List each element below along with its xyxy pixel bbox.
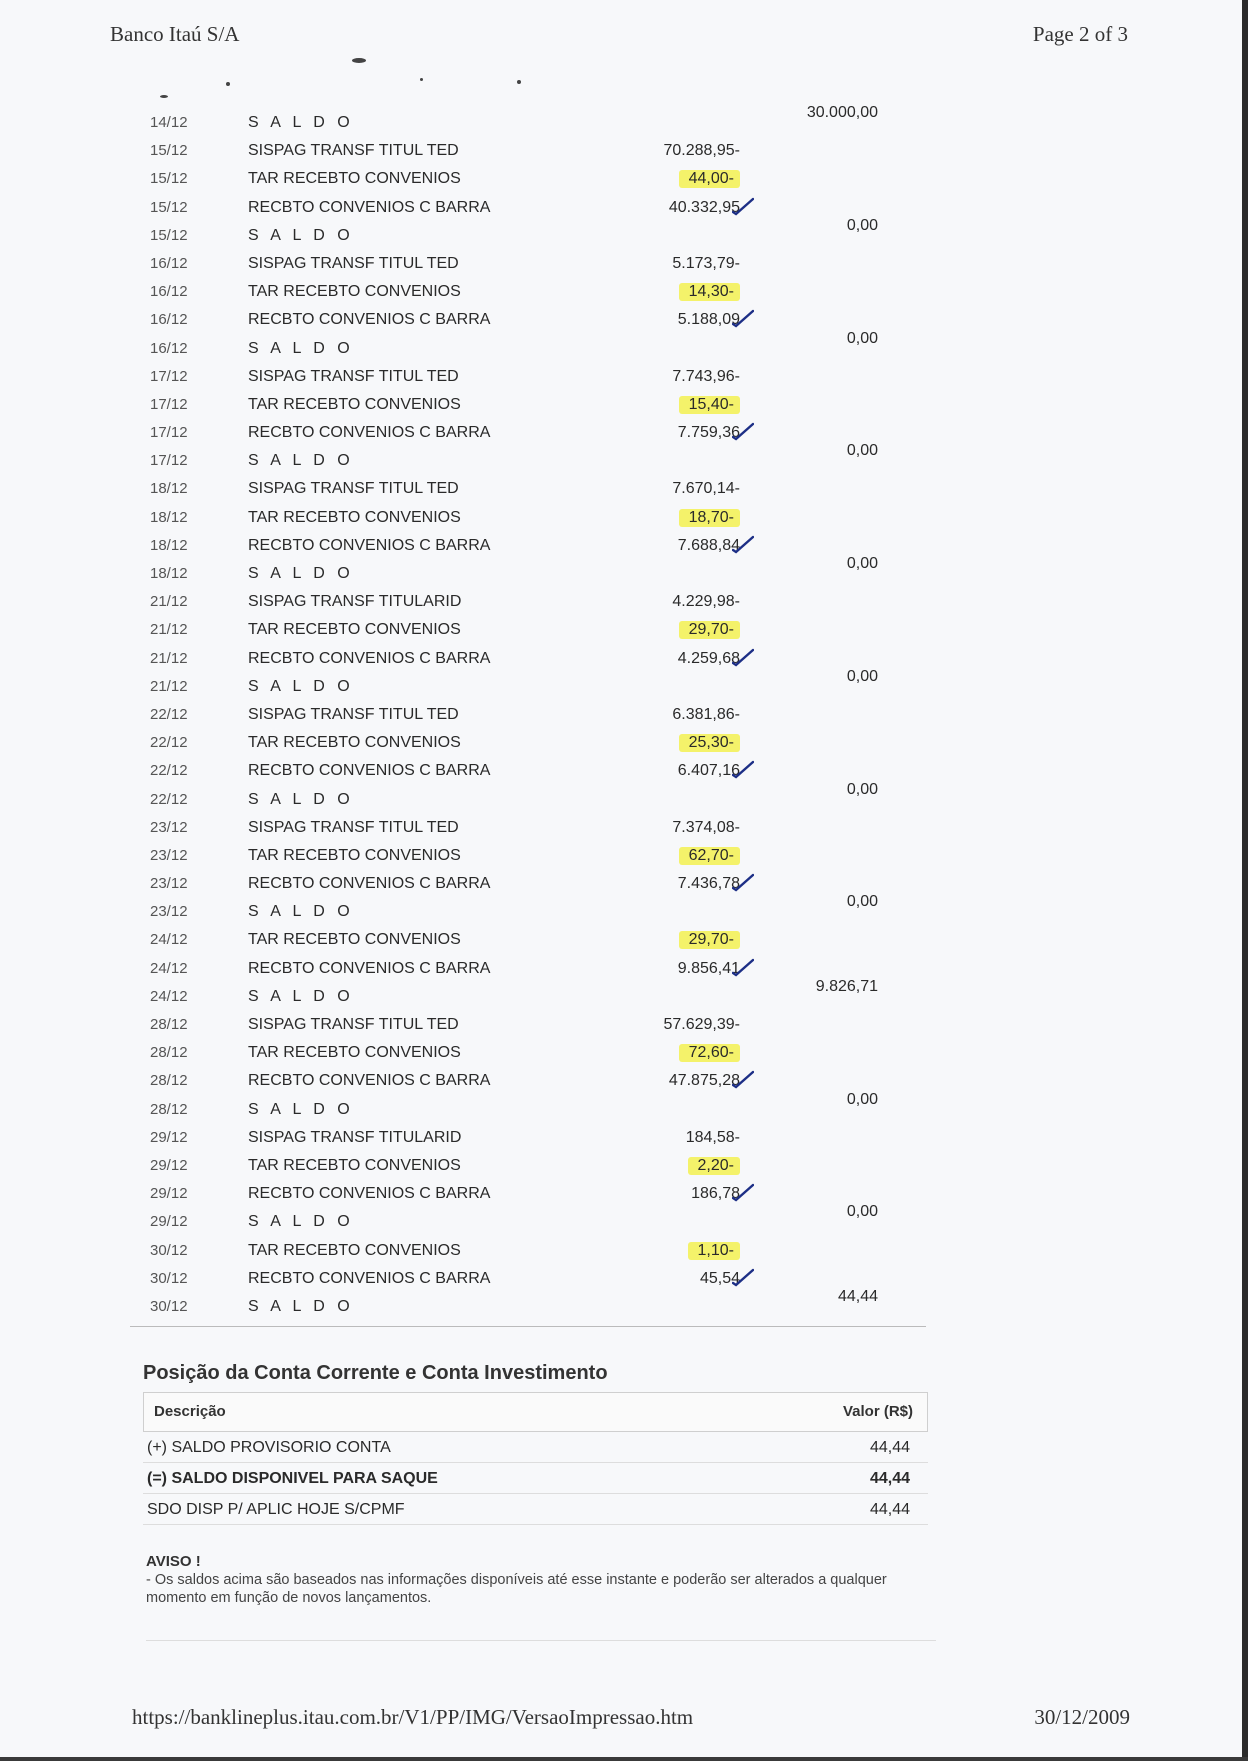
entry-date: 29/12	[150, 1128, 188, 1146]
entry-amount: 6.407,16	[677, 762, 740, 780]
scan-speck	[226, 82, 230, 86]
entry-amount: 40.332,95	[668, 198, 740, 216]
ledger-row	[130, 1203, 930, 1237]
entry-amount: 184,58-	[685, 1128, 740, 1146]
checkmark-icon	[732, 958, 754, 978]
checkmark-icon	[732, 309, 754, 329]
fee-amount-highlighted: 29,70-	[679, 621, 740, 639]
ledger-row	[130, 589, 930, 617]
fee-amount-highlighted: 15,40-	[679, 396, 740, 414]
entry-date: 28/12	[150, 1016, 188, 1033]
entry-description: RECBTO CONVENIOS C BARRA	[248, 1269, 491, 1287]
fee-amount-highlighted: 72,60-	[679, 1044, 740, 1062]
ledger-row	[130, 1181, 930, 1209]
entry-amount: 7.436,78	[677, 875, 740, 893]
ledger-row	[130, 307, 930, 335]
entry-date: 18/12	[150, 480, 188, 498]
entry-description: RECBTO CONVENIOS C BARRA	[248, 959, 491, 977]
entry-date: 21/12	[150, 649, 188, 667]
checkmark-icon	[732, 422, 754, 442]
ledger-row	[130, 1287, 930, 1322]
entry-description: TAR RECEBTO CONVENIOS	[248, 734, 461, 752]
entry-description: SISPAG TRANSF TITUL TED	[248, 1016, 459, 1033]
ledger-row	[130, 893, 930, 927]
position-table-header	[143, 1392, 928, 1432]
entry-date: 21/12	[150, 677, 188, 695]
entry-amount: 9.856,41	[677, 959, 740, 977]
entry-description: TAR RECEBTO CONVENIOS	[248, 846, 461, 864]
checkmark-icon	[732, 1070, 754, 1090]
entry-description: TAR RECEBTO CONVENIOS	[248, 931, 461, 949]
entry-date: 30/12	[150, 1269, 188, 1287]
ledger-row	[130, 1068, 930, 1096]
running-balance: 9.826,71	[815, 977, 878, 995]
entry-amount: 5.188,09	[677, 311, 740, 329]
ledger-row	[130, 505, 930, 533]
entry-amount: 45,54	[699, 1269, 740, 1287]
ledger-row	[130, 927, 930, 955]
position-row	[143, 1463, 928, 1494]
checkmark-icon	[732, 760, 754, 780]
ledger-row	[130, 758, 930, 786]
balance-label: S A L D O	[248, 987, 354, 1005]
ledger-row	[130, 195, 930, 223]
ledger-row	[130, 780, 930, 815]
running-balance: 0,00	[846, 442, 878, 460]
scan-edge-right	[1242, 0, 1248, 1761]
position-label: (=) SALDO DISPONIVEL PARA SAQUE	[147, 1470, 438, 1487]
running-balance: 0,00	[846, 893, 878, 911]
running-balance: 30.000,00	[806, 104, 878, 121]
running-balance: 0,00	[846, 329, 878, 347]
entry-description: TAR RECEBTO CONVENIOS	[248, 508, 461, 526]
ledger-row	[130, 251, 930, 279]
ledger-row	[130, 843, 930, 871]
entry-date: 22/12	[150, 705, 188, 723]
running-balance: 0,00	[846, 1090, 878, 1108]
ledger-row	[130, 104, 930, 138]
position-row	[143, 1432, 928, 1463]
entry-date: 28/12	[150, 1072, 188, 1090]
checkmark-icon	[732, 197, 754, 217]
entry-amount: 6.381,86-	[672, 705, 740, 723]
entry-description: RECBTO CONVENIOS C BARRA	[248, 536, 491, 554]
entry-amount: 7.374,08-	[672, 818, 740, 836]
entry-amount: 186,78	[691, 1185, 740, 1203]
position-label: (+) SALDO PROVISORIO CONTA	[147, 1439, 391, 1456]
ledger-row	[130, 1012, 930, 1040]
scan-edge-bottom	[0, 1757, 1248, 1761]
entry-description: SISPAG TRANSF TITULARID	[248, 1128, 462, 1146]
balance-label: S A L D O	[248, 452, 354, 470]
running-balance: 0,00	[846, 216, 878, 234]
ledger-divider	[130, 1326, 926, 1327]
entry-description: TAR RECEBTO CONVENIOS	[248, 1044, 461, 1062]
fee-amount-highlighted: 29,70-	[679, 931, 740, 949]
entry-date: 23/12	[150, 903, 188, 921]
entry-date: 24/12	[150, 959, 188, 977]
entry-description: TAR RECEBTO CONVENIOS	[248, 1156, 461, 1174]
entry-date: 16/12	[150, 311, 188, 329]
position-value: 44,44	[869, 1439, 910, 1456]
entry-date: 23/12	[150, 875, 188, 893]
entry-description: TAR RECEBTO CONVENIOS	[248, 395, 461, 413]
entry-date: 22/12	[150, 762, 188, 780]
entry-amount: 4.259,68	[677, 649, 740, 667]
balance-label: S A L D O	[248, 1297, 354, 1315]
entry-date: 17/12	[150, 395, 188, 413]
entry-date: 23/12	[150, 818, 188, 836]
entry-date: 21/12	[150, 621, 188, 639]
entry-date: 18/12	[150, 565, 188, 582]
entry-description: RECBTO CONVENIOS C BARRA	[248, 1185, 491, 1203]
entry-date: 15/12	[150, 170, 188, 188]
entry-date: 16/12	[150, 339, 188, 357]
position-value: 44,44	[869, 1501, 910, 1518]
fee-amount-highlighted: 44,00-	[679, 170, 740, 188]
column-header-description: Descrição	[154, 1403, 226, 1420]
entry-description: RECBTO CONVENIOS C BARRA	[248, 649, 491, 667]
entry-date: 29/12	[150, 1185, 188, 1203]
ledger-row	[130, 702, 930, 730]
entry-date: 17/12	[150, 452, 188, 470]
balance-label: S A L D O	[248, 790, 354, 808]
entry-date: 28/12	[150, 1100, 188, 1118]
ledger-row	[130, 279, 930, 307]
entry-date: 22/12	[150, 790, 188, 808]
entry-date: 14/12	[150, 114, 188, 131]
entry-date: 30/12	[150, 1241, 188, 1259]
ledger-row	[130, 392, 930, 420]
scan-speck	[352, 58, 366, 63]
entry-amount: 57.629,39-	[663, 1016, 740, 1033]
entry-date: 23/12	[150, 846, 188, 864]
entry-date: 15/12	[150, 226, 188, 244]
running-balance: 0,00	[846, 1203, 878, 1221]
entry-amount: 70.288,95-	[663, 142, 740, 160]
entry-date: 24/12	[150, 987, 188, 1005]
position-label: SDO DISP P/ APLIC HOJE S/CPMF	[147, 1501, 405, 1518]
ledger-row	[130, 1090, 930, 1125]
entry-description: TAR RECEBTO CONVENIOS	[248, 1241, 461, 1259]
notice	[146, 1553, 936, 1607]
entry-description: RECBTO CONVENIOS C BARRA	[248, 875, 491, 893]
ledger-row	[130, 1125, 930, 1153]
entry-description: SISPAG TRANSF TITUL TED	[248, 818, 459, 836]
entry-date: 22/12	[150, 734, 188, 752]
checkmark-icon	[732, 535, 754, 555]
entry-description: TAR RECEBTO CONVENIOS	[248, 283, 461, 301]
scan-speck	[517, 80, 521, 84]
ledger-row	[130, 329, 930, 364]
checkmark-icon	[732, 1183, 754, 1203]
entry-amount: 7.759,36	[677, 424, 740, 442]
ledger-row	[130, 730, 930, 758]
entry-description: RECBTO CONVENIOS C BARRA	[248, 198, 491, 216]
fee-amount-highlighted: 25,30-	[679, 734, 740, 752]
balance-label: S A L D O	[248, 677, 354, 695]
ledger-row	[130, 617, 930, 645]
ledger-row	[130, 442, 930, 476]
ledger-row	[130, 138, 930, 166]
ledger-row	[130, 956, 930, 984]
balance-label: S A L D O	[248, 1100, 354, 1118]
running-balance: 0,00	[846, 555, 878, 572]
balance-label: S A L D O	[248, 114, 354, 131]
ledger-row	[130, 1153, 930, 1181]
ledger-row	[130, 646, 930, 674]
entry-description: RECBTO CONVENIOS C BARRA	[248, 311, 491, 329]
column-header-value: Valor (R$)	[842, 1403, 913, 1420]
entry-amount: 47.875,28	[668, 1072, 740, 1090]
fee-amount-highlighted: 14,30-	[679, 283, 740, 301]
position-table	[143, 1392, 928, 1525]
ledger-row	[130, 216, 930, 251]
entry-date: 18/12	[150, 536, 188, 554]
notice-text: - Os saldos acima são baseados nas informações disponíveis até esse instante e poderão ser alterados a qualquer momento em função de novos lançamentos.	[146, 1572, 887, 1606]
entry-date: 24/12	[150, 931, 188, 949]
fee-amount-highlighted: 1,10-	[688, 1242, 740, 1260]
checkmark-icon	[732, 1268, 754, 1288]
entry-description: SISPAG TRANSF TITUL TED	[248, 254, 459, 272]
entry-description: RECBTO CONVENIOS C BARRA	[248, 424, 491, 442]
entry-amount: 7.743,96-	[672, 367, 740, 385]
ledger-row	[130, 1266, 930, 1294]
balance-label: S A L D O	[248, 1213, 354, 1231]
balance-label: S A L D O	[248, 226, 354, 244]
ledger-row	[130, 476, 930, 504]
entry-date: 29/12	[150, 1213, 188, 1231]
entry-amount: 5.173,79-	[672, 254, 740, 272]
entry-date: 16/12	[150, 254, 188, 272]
entry-description: RECBTO CONVENIOS C BARRA	[248, 762, 491, 780]
ledger-row	[130, 1238, 930, 1266]
entry-description: TAR RECEBTO CONVENIOS	[248, 170, 461, 188]
balance-label: S A L D O	[248, 903, 354, 921]
balance-label: S A L D O	[248, 565, 354, 582]
notice-divider	[146, 1640, 936, 1641]
statement-ledger	[130, 104, 930, 1322]
scan-speck	[160, 95, 168, 98]
entry-date: 28/12	[150, 1044, 188, 1062]
fee-amount-highlighted: 62,70-	[679, 847, 740, 865]
entry-date: 15/12	[150, 142, 188, 160]
footer-url: https://banklineplus.itau.com.br/V1/PP/IMG/VersaoImpressao.htm	[132, 1705, 694, 1729]
entry-amount: 7.688,84	[677, 536, 740, 554]
entry-description: SISPAG TRANSF TITUL TED	[248, 480, 459, 498]
fee-amount-highlighted: 2,20-	[688, 1157, 740, 1175]
ledger-row	[130, 420, 930, 448]
bank-name: Banco Itaú S/A	[110, 22, 240, 46]
entry-date: 17/12	[150, 424, 188, 442]
ledger-row	[130, 364, 930, 392]
ledger-row	[130, 1040, 930, 1068]
running-balance: 0,00	[846, 780, 878, 798]
entry-description: SISPAG TRANSF TITUL TED	[248, 142, 459, 160]
entry-date: 30/12	[150, 1297, 188, 1315]
entry-description: SISPAG TRANSF TITUL TED	[248, 367, 459, 385]
entry-description: TAR RECEBTO CONVENIOS	[248, 621, 461, 639]
page-number: Page 2 of 3	[1032, 22, 1128, 46]
ledger-row	[130, 977, 930, 1012]
entry-date: 18/12	[150, 508, 188, 526]
entry-date: 16/12	[150, 283, 188, 301]
notice-title: AVISO !	[146, 1553, 201, 1570]
entry-date: 17/12	[150, 367, 188, 385]
running-balance: 44,44	[837, 1287, 878, 1305]
running-balance: 0,00	[846, 667, 878, 685]
entry-date: 21/12	[150, 593, 188, 611]
position-value: 44,44	[869, 1470, 910, 1487]
ledger-row	[130, 871, 930, 899]
checkmark-icon	[732, 873, 754, 893]
ledger-row	[130, 166, 930, 194]
checkmark-icon	[732, 648, 754, 668]
ledger-row	[130, 555, 930, 589]
entry-description: SISPAG TRANSF TITULARID	[248, 593, 462, 611]
position-section-title: Posição da Conta Corrente e Conta Investimento	[143, 1362, 608, 1384]
entry-description: SISPAG TRANSF TITUL TED	[248, 705, 459, 723]
scan-speck	[420, 78, 423, 81]
balance-label: S A L D O	[248, 339, 354, 357]
ledger-row	[130, 533, 930, 561]
footer-date: 30/12/2009	[1034, 1705, 1130, 1729]
ledger-row	[130, 815, 930, 843]
entry-date: 29/12	[150, 1156, 188, 1174]
fee-amount-highlighted: 18,70-	[679, 509, 740, 527]
entry-amount: 7.670,14-	[672, 480, 740, 498]
entry-description: RECBTO CONVENIOS C BARRA	[248, 1072, 491, 1090]
entry-date: 15/12	[150, 198, 188, 216]
entry-amount: 4.229,98-	[672, 593, 740, 611]
ledger-row	[130, 667, 930, 702]
position-row	[143, 1494, 928, 1525]
